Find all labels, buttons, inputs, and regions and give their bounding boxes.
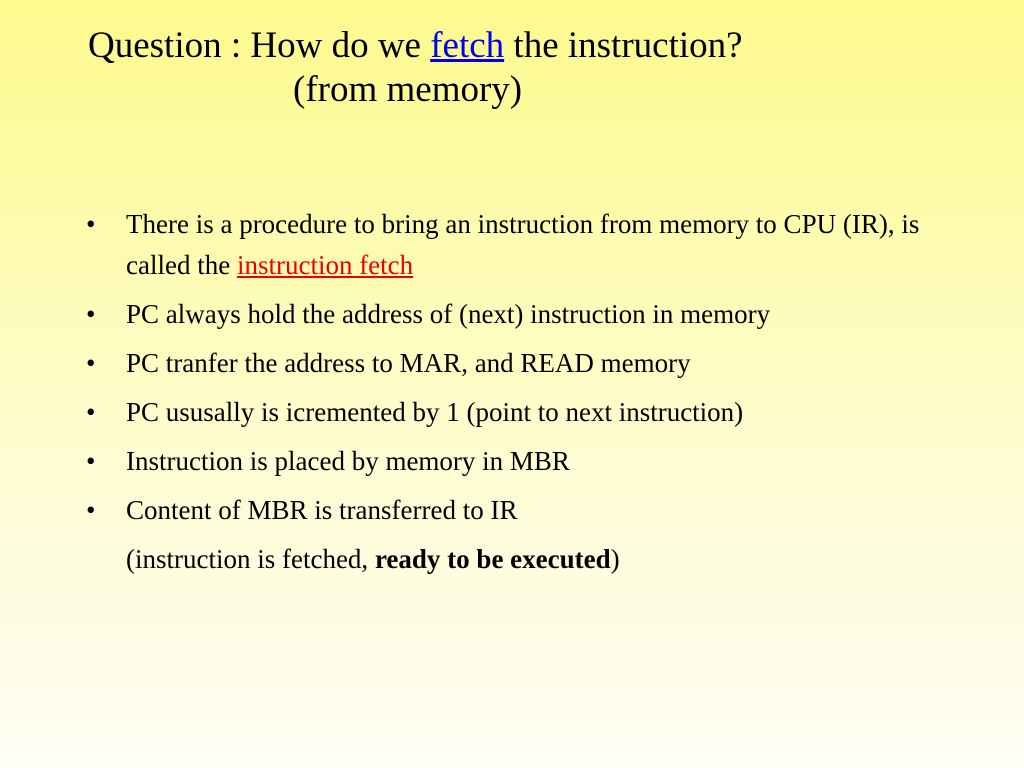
bullet-text: There is a procedure to bring an instruction from memory to CPU (IR), is called the: [126, 209, 920, 280]
bullet-item-procedure: [84, 204, 944, 286]
bullet-text: Instruction is placed by memory in MBR: [126, 446, 570, 476]
bullet-item-mbr-placed: [84, 441, 944, 482]
bullet-icon: •: [86, 299, 96, 329]
bullet-item-pc-increment: [84, 392, 944, 433]
bullet-item-pc-transfer: [84, 343, 944, 384]
continuation-suffix: ): [610, 544, 620, 574]
bullet-text: PC tranfer the address to MAR, and READ memory: [126, 348, 691, 378]
bullet-item-mbr-to-ir: [84, 490, 944, 531]
continuation-bold: ready to be executed: [374, 544, 611, 574]
bullet-text: PC always hold the address of (next) instruction in memory: [126, 299, 771, 329]
fetch-link[interactable]: fetch: [430, 25, 505, 66]
bullet-icon: •: [86, 209, 96, 239]
bullet-item-pc-holds: [84, 294, 944, 335]
bullet-list: [84, 204, 944, 531]
title-prefix: Question : How do we: [88, 25, 431, 66]
title-subtitle: (from memory): [293, 69, 523, 110]
title-suffix: the instruction?: [504, 25, 743, 66]
bullet-icon: •: [86, 348, 96, 378]
bullet-icon: •: [86, 495, 96, 525]
continuation-prefix: (instruction is fetched,: [126, 544, 375, 574]
instruction-fetch-link[interactable]: instruction fetch: [236, 250, 414, 280]
slide-title: [88, 24, 968, 112]
bullet-icon: •: [86, 397, 96, 427]
slide-content: [84, 204, 944, 580]
bullet-icon: •: [86, 446, 96, 476]
bullet-text: PC ususally is icremented by 1 (point to next instruction): [126, 397, 744, 427]
bullet-text: Content of MBR is transferred to IR: [126, 495, 518, 525]
continuation-line: [84, 539, 944, 580]
